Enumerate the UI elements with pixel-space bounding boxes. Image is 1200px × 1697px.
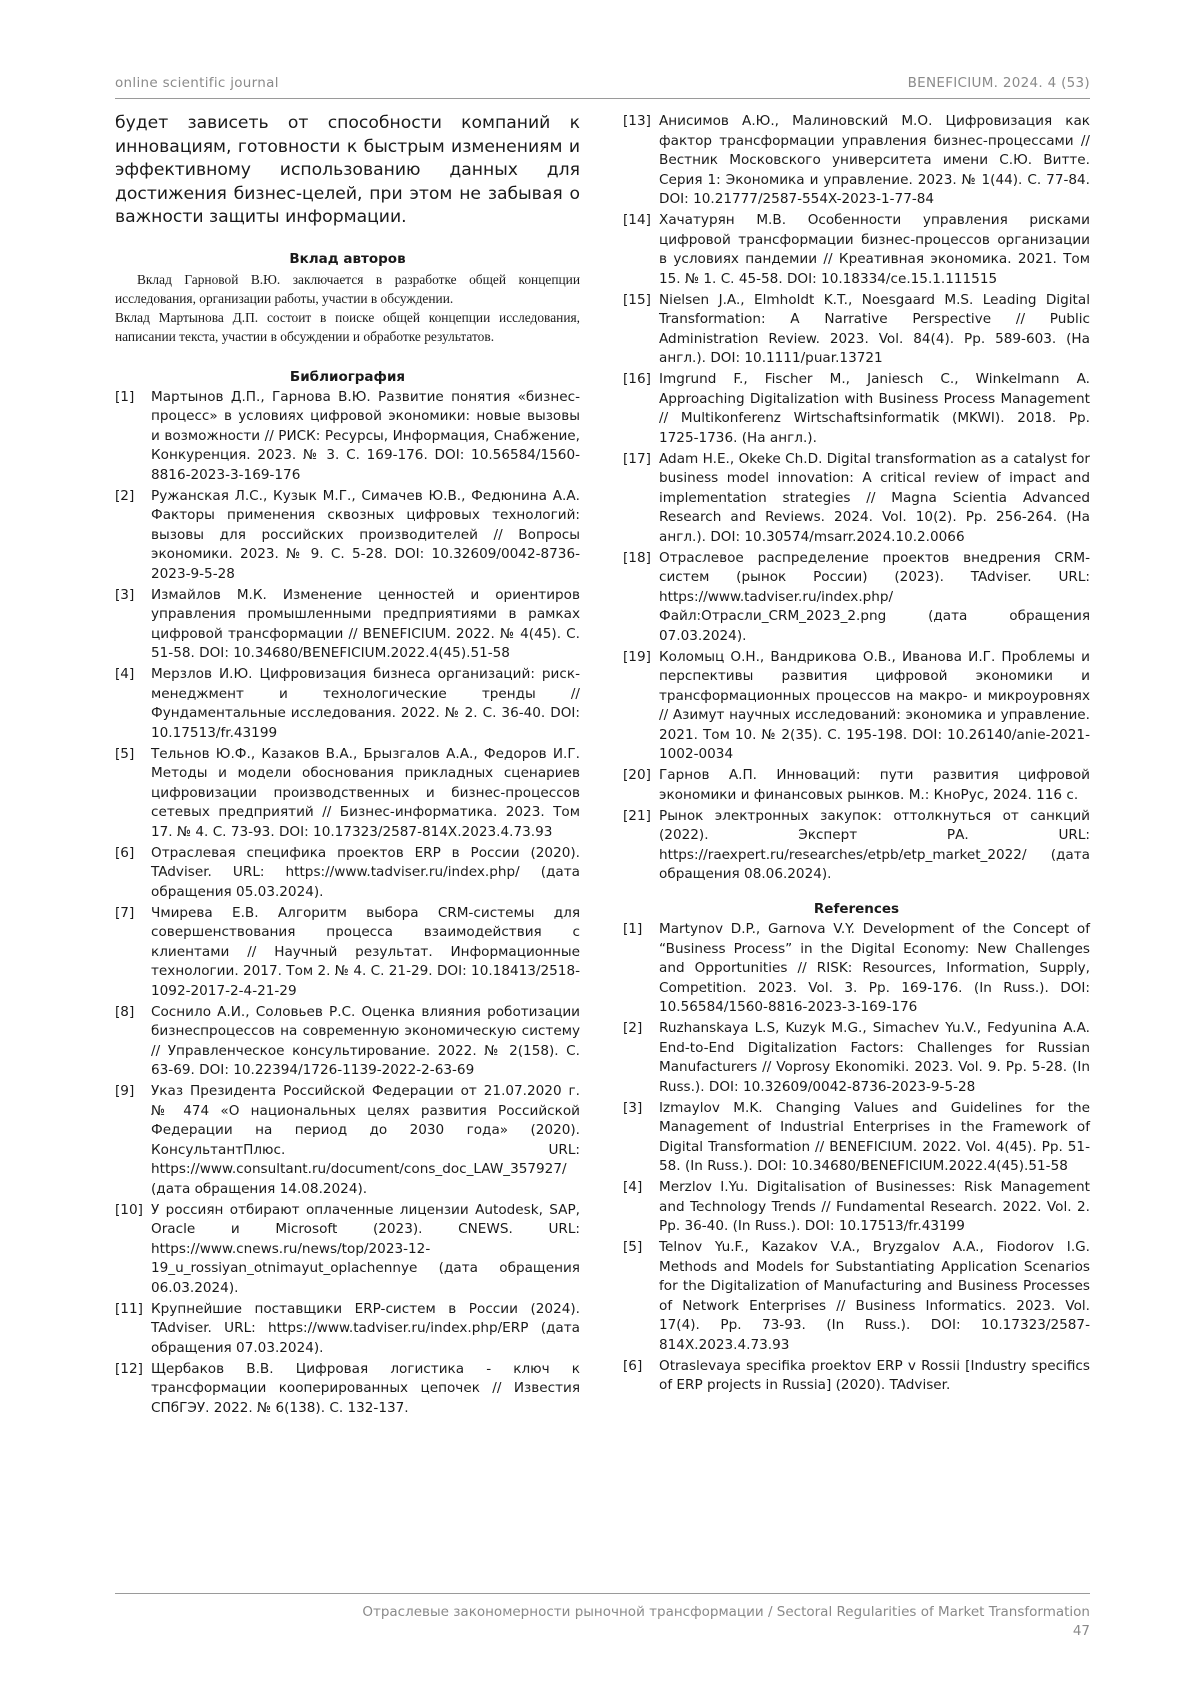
reference-number: [19]	[623, 648, 651, 665]
reference-text: Мартынов Д.П., Гарнова В.Ю. Развитие понятия «бизнес-процесс» в условиях цифровой экономики: новые вызовы и возможности // РИСК: Ресурсы, Информация, Снабжение, Конкуренция. 2023. № 3. С. 169-176. DOI: 10.56584/1560-8816-2023-3-169-176	[151, 388, 580, 483]
reference-number: [7]	[115, 904, 135, 921]
reference-item	[115, 1300, 580, 1359]
reference-text: У россиян отбирают оплаченные лицензии Autodesk, SAP, Oracle и Microsoft (2023). CNEWS. URL: https://www.cnews.ru/news/top/2023-12-19_u_rossiyan_otnimayut_oplachennye (дата обращения 06.03.2024).	[151, 1201, 580, 1296]
journal-issue-label: BENEFICIUM. 2024. 4 (53)	[907, 75, 1090, 91]
reference-text: Отраслевая специфика проектов ERP в России (2020). TAdviser. URL: https://www.tadviser.ru/index.php/ (дата обращения 05.03.2024).	[151, 844, 580, 900]
reference-number: [1]	[115, 388, 135, 405]
reference-number: [9]	[115, 1083, 135, 1099]
reference-text: Nielsen J.A., Elmholdt K.T., Noesgaard M.S. Leading Digital Transformation: A Narrative Perspective // Public Administration Review. 2023. Vol. 84(4). Pp. 589-603. (На англ.). DOI: 10.1111/puar.13721	[659, 291, 1090, 366]
reference-item	[623, 1238, 1090, 1355]
reference-item	[115, 844, 580, 903]
reference-item	[623, 648, 1090, 765]
reference-text: Указ Президента Российской Федерации от 21.07.2020 г. № 474 «О национальных целях развития Российской Федерации на период до 2030 года» (2020). КонсультантПлюс. URL: https://www.consultant.ru/document/cons_doc_LAW_357927/ (дата обращения 14.08.2024).	[151, 1083, 580, 1197]
reference-item	[115, 1201, 580, 1299]
reference-number: [11]	[115, 1300, 143, 1317]
reference-item	[115, 745, 580, 843]
reference-number: [1]	[623, 921, 643, 937]
reference-text: Щербаков В.В. Цифровая логистика - ключ к трансформации кооперированных цепочек // Известия СПбГЭУ. 2022. № 6(138). С. 132-137.	[151, 1360, 580, 1416]
bibliography-list-left	[115, 388, 580, 1419]
reference-number: [2]	[115, 487, 135, 504]
reference-item	[623, 766, 1090, 805]
reference-item	[115, 1082, 580, 1199]
reference-text: Otraslevaya specifika proektov ERP v Rossii [Industry specifics of ERP projects in Russia] (2020). TAdviser.	[659, 1357, 1090, 1393]
reference-text: Adam H.E., Okeke Ch.D. Digital transformation as a catalyst for business model innovation: A critical review of impact and implementation strategies // Magna Scientia Advanced Research and Reviews. 2024. Vol. 10(2). Pp. 256-264. (На англ.). DOI: 10.30574/msarr.2024.10.2.0066	[659, 450, 1090, 545]
reference-text: Гарнов А.П. Инноваций: пути развития цифровой экономики и финансовых рынков. М.: КноРус, 2024. 116 с.	[659, 767, 1090, 803]
right-column	[623, 112, 1090, 1397]
reference-number: [6]	[115, 844, 135, 861]
reference-number: [4]	[115, 666, 135, 682]
references-heading: References	[813, 901, 900, 917]
reference-text: Анисимов А.Ю., Малиновский М.О. Цифровизация как фактор трансформации управления бизнес-процессами // Вестник Московского университета имени С.Ю. Витте. Серия 1: Экономика и управление. 2023. № 1(44). С. 77-84. DOI: 10.21777/2587-554X-2023-1-77-84	[659, 113, 1090, 207]
reference-number: [18]	[623, 549, 651, 566]
reference-number: [14]	[623, 212, 651, 228]
reference-item	[115, 1360, 580, 1419]
reference-number: [12]	[115, 1360, 143, 1377]
bibliography-list-right	[623, 112, 1090, 885]
reference-item	[623, 291, 1090, 369]
reference-item	[623, 920, 1090, 1018]
footer	[362, 1603, 1090, 1641]
reference-item	[623, 549, 1090, 647]
reference-text: Izmaylov M.K. Changing Values and Guidelines for the Management of Industrial Enterprises in the Framework of Digital Transformation // BENEFICIUM. 2022. Vol. 4(45). Pp. 51-58. (In Russ.). DOI: 10.34680/BENEFICIUM.2022.4(45).51-58	[659, 1099, 1090, 1174]
reference-text: Отраслевое распределение проектов внедрения CRM-систем (рынок России) (2023). TAdviser. URL: https://www.tadviser.ru/index.php/Файл:Отрасли_CRM_2023_2.png (дата обращения 07.03.2024).	[659, 549, 1090, 644]
reference-text: Мерзлов И.Ю. Цифровизация бизнеса организаций: риск-менеджмент и технологические тренды // Фундаментальные исследования. 2022. № 2. С. 36-40. DOI: 10.17513/fr.43199	[151, 666, 580, 741]
reference-item	[623, 211, 1090, 289]
reference-number: [17]	[623, 450, 651, 467]
reference-item	[115, 388, 580, 486]
reference-number: [13]	[623, 113, 651, 129]
reference-text: Ружанская Л.С., Кузык М.Г., Симачев Ю.В., Федюнина А.А. Факторы применения сквозных цифровых технологий: вызовы для российских производителей // Вопросы экономики. 2023. № 9. С. 5-28. DOI: 10.32609/0042-8736-2023-9-5-28	[151, 487, 580, 582]
reference-text: Крупнейшие поставщики ERP-систем в России (2024). TAdviser. URL: https://www.tadviser.ru/index.php/ERP (дата обращения 07.03.2024).	[151, 1300, 580, 1356]
contribution-garnova: Вклад Гарновой В.Ю. заключается в разработке общей концепции исследования, организации работы, участии в обсуждении.	[115, 271, 580, 306]
lead-paragraph: будет зависеть от способности компаний к инновациям, готовности к быстрым изменениям и эффективному использованию данных для достижения бизнес-целей, при этом не забывая о важности защиты информации.	[115, 113, 580, 227]
reference-item	[115, 1003, 580, 1081]
reference-item	[623, 1019, 1090, 1097]
reference-item	[623, 807, 1090, 885]
reference-text: Ruzhanskaya L.S, Kuzyk M.G., Simachev Yu.V., Fedyunina A.A. End-to-End Digitalization Factors: Challenges for Russian Manufacturers // Voprosy Ekonomiki. 2023. Vol. 9. Pp. 5-28. (In Russ.). DOI: 10.32609/0042-8736-2023-9-5-28	[659, 1020, 1090, 1095]
reference-number: [10]	[115, 1201, 143, 1218]
bibliography-heading: Библиография	[289, 368, 406, 385]
reference-text: Рынок электронных закупок: оттолкнуться от санкций (2022). Эксперт РА. URL: https://raexpert.ru/researches/etpb/etp_market_2022/ (дата обращения 08.06.2024).	[659, 807, 1090, 882]
reference-number: [6]	[623, 1357, 643, 1374]
reference-text: Хачатурян М.В. Особенности управления рисками цифровой трансформации бизнес-процессов организации в условиях пандемии // Креативная экономика. 2021. Том 15. № 1. С. 45-58. DOI: 10.18334/ce.15.1.111515	[659, 212, 1090, 287]
reference-number: [2]	[623, 1020, 643, 1036]
reference-item	[115, 487, 580, 585]
reference-text: Чмирева Е.В. Алгоритм выбора CRM-системы для совершенствования процесса взаимодействия с клиентами // Научный результат. Информационные технологии. 2017. Том 2. № 4. С. 21-29. DOI: 10.18413/2518-1092-2017-2-4-21-29	[151, 904, 580, 999]
reference-item	[115, 586, 580, 664]
reference-text: Соснило А.И., Соловьев Р.С. Оценка влияния роботизации бизнеспроцессов на современную экономическую систему // Управленческое консультирование. 2022. № 2(158). С. 63-69. DOI: 10.22394/1726-1139-2022-2-63-69	[151, 1003, 580, 1078]
reference-number: [16]	[623, 371, 651, 387]
reference-text: Martynov D.P., Garnova V.Y. Development of the Concept of “Business Process” in the Digital Economy: New Challenges and Opportunities // RISK: Resources, Information, Supply, Competition. 2023. Vol. 3. Pp. 169-176. (In Russ.). DOI: 10.56584/1560-8816-2023-3-169-176	[659, 921, 1090, 1015]
reference-item	[623, 1178, 1090, 1237]
journal-type-label: online scientific journal	[115, 75, 279, 91]
reference-item	[115, 904, 580, 1002]
reference-number: [5]	[115, 745, 135, 762]
reference-text: Коломыц О.Н., Вандрикова О.В., Иванова И.Г. Проблемы и перспективы развития цифровой экономики и трансформационных процессов на макро- и микроуровнях // Азимут научных исследований: экономика и управление. 2021. Том 10. № 2(35). С. 195-198. DOI: 10.26140/anie-2021-1002-0034	[659, 648, 1090, 762]
footer-divider	[115, 1593, 1090, 1594]
reference-item	[623, 1357, 1090, 1396]
references-list	[623, 920, 1090, 1396]
reference-number: [20]	[623, 767, 651, 783]
contributions-text	[115, 270, 580, 346]
reference-number: [3]	[115, 586, 135, 603]
footer-title: Отраслевые закономерности рыночной трансформации / Sectoral Regularities of Market Transformation	[362, 1604, 1090, 1620]
reference-item	[623, 112, 1090, 210]
reference-text: Merzlov I.Yu. Digitalisation of Businesses: Risk Management and Technology Trends // Fundamental Research. 2022. Vol. 2. Pp. 36-40. (In Russ.). DOI: 10.17513/fr.43199	[659, 1179, 1090, 1234]
reference-number: [5]	[623, 1239, 643, 1255]
reference-number: [15]	[623, 291, 651, 308]
reference-item	[115, 665, 580, 743]
reference-item	[623, 370, 1090, 448]
left-column	[115, 112, 580, 1420]
reference-text: Imgrund F., Fischer M., Janiesch C., Winkelmann A. Approaching Digitalization with Business Process Management // Multikonferenz Wirtschaftsinformatik (MKWI). 2018. Pp. 1725-1736. (На англ.).	[659, 371, 1090, 446]
section-spacer	[623, 886, 1090, 900]
reference-item	[623, 1099, 1090, 1177]
page-number: 47	[1072, 1623, 1090, 1639]
reference-number: [8]	[115, 1003, 135, 1020]
reference-item	[623, 450, 1090, 548]
reference-number: [4]	[623, 1179, 643, 1195]
header-divider	[115, 98, 1090, 99]
reference-text: Тельнов Ю.Ф., Казаков В.А., Брызгалов А.А., Федоров И.Г. Методы и модели обоснования прикладных сценариев цифровизации производственных и бизнес-процессов сетевых предприятий // Бизнес-информатика. 2023. Том 17. № 4. С. 73-93. DOI: 10.17323/2587-814X.2023.4.73.93	[151, 745, 580, 840]
reference-number: [21]	[623, 807, 651, 824]
reference-text: Telnov Yu.F., Kazakov V.A., Bryzgalov A.A., Fiodorov I.G. Methods and Models for Substantiating Application Scenarios for the Digitalization of Manufacturing and Business Processes of Network Enterprises // Business Informatics. 2023. Vol. 17(4). Pp. 73-93. (In Russ.). DOI: 10.17323/2587-814X.2023.4.73.93	[659, 1239, 1090, 1353]
contributions-heading: Вклад авторов	[289, 250, 406, 267]
reference-text: Измайлов М.К. Изменение ценностей и ориентиров управления промышленными предприятиями в рамках цифровой трансформации // BENEFICIUM. 2022. № 4(45). С. 51-58. DOI: 10.34680/BENEFICIUM.2022.4(45).51-58	[151, 586, 580, 661]
contribution-martynov: Вклад Мартынова Д.П. состоит в поиске общей концепции исследования, написании текста, участии в обсуждении и обработке результатов.	[115, 309, 580, 344]
reference-number: [3]	[623, 1099, 643, 1116]
